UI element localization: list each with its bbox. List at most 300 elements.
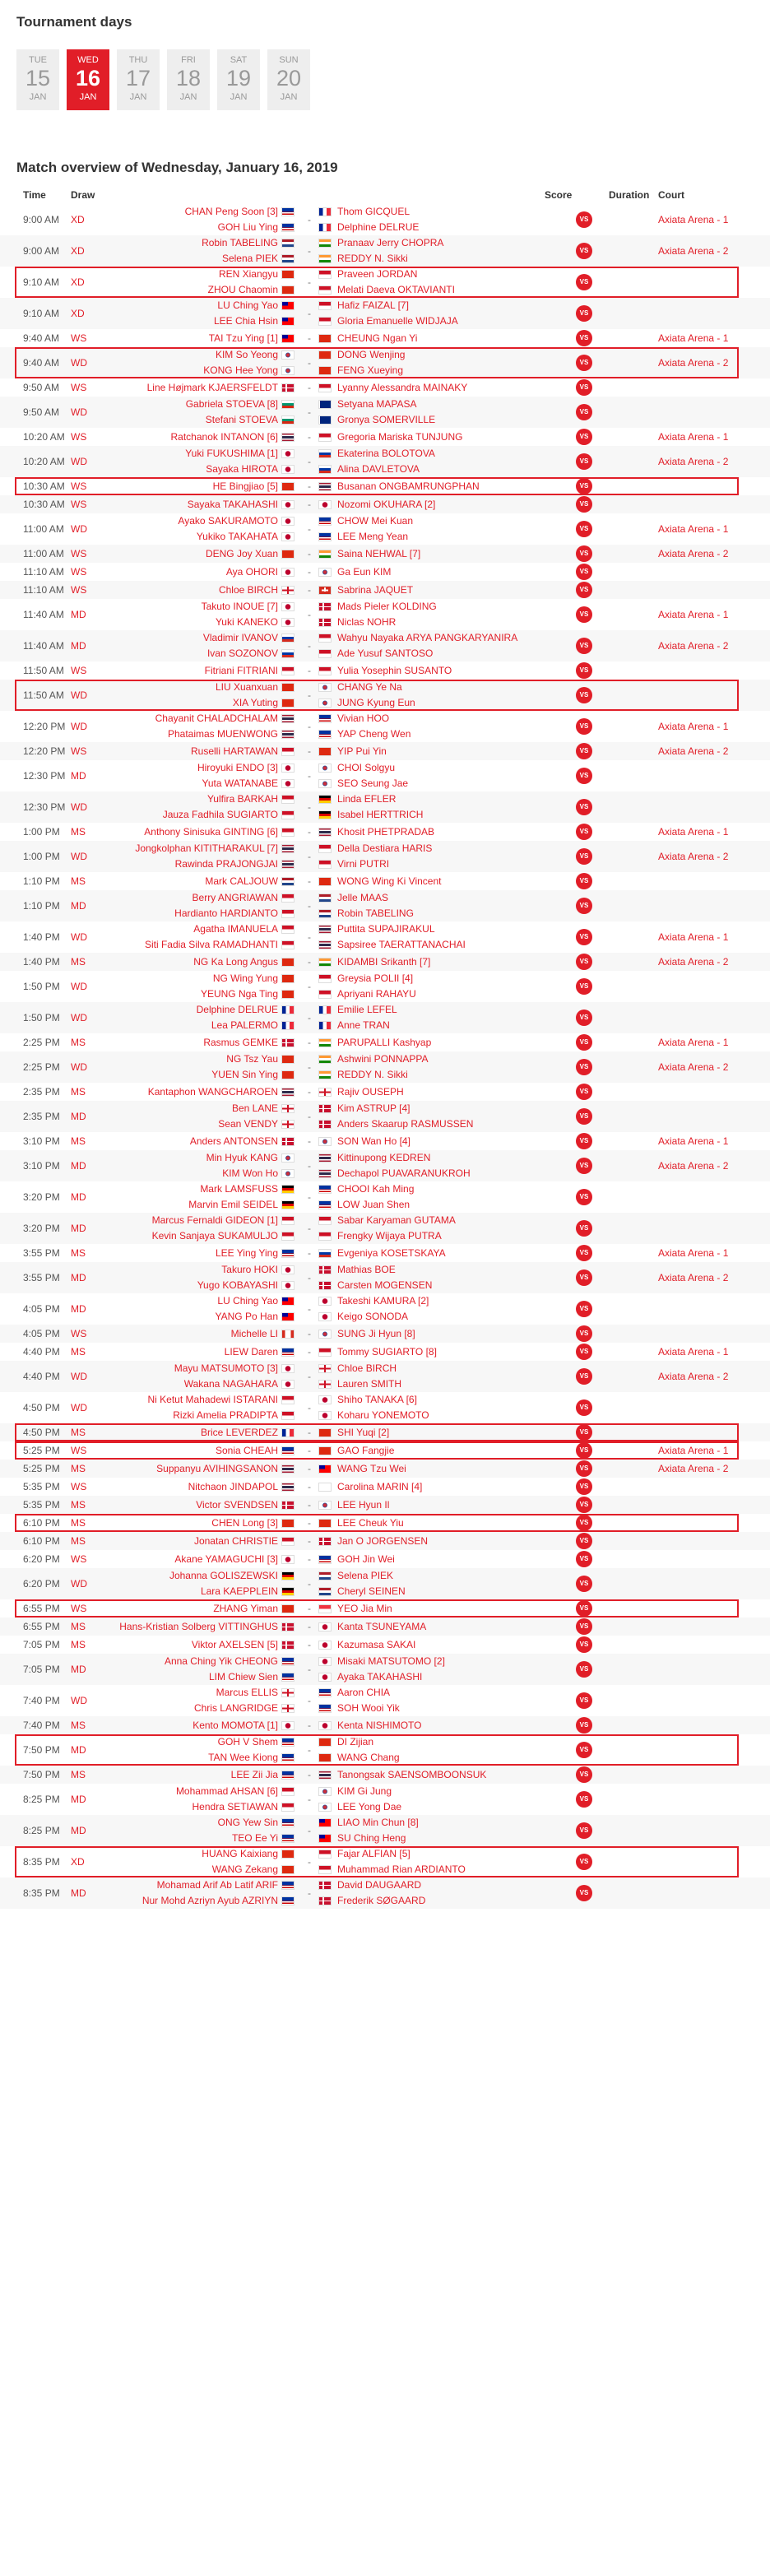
match-court[interactable]: Axiata Arena - 1 <box>658 931 729 943</box>
match-court[interactable]: Axiata Arena - 1 <box>658 332 729 344</box>
match-vs-button[interactable]: VS <box>576 1325 592 1342</box>
player-link[interactable]: Gronya SOMERVILLE <box>337 414 436 425</box>
player-link[interactable]: Jelle MAAS <box>337 892 389 903</box>
player-link[interactable]: Mayu MATSUMOTO [3] <box>174 1362 278 1374</box>
player-link[interactable]: Yuki FUKUSHIMA [1] <box>185 448 278 459</box>
player-link[interactable]: Chloe BIRCH <box>218 583 278 596</box>
match-vs-button[interactable]: VS <box>576 1551 592 1567</box>
match-draw[interactable]: MS <box>71 1534 86 1547</box>
player-link[interactable]: SHI Yuqi [2] <box>337 1426 390 1438</box>
match-draw[interactable]: MS <box>71 1719 86 1731</box>
match-vs-button[interactable]: VS <box>576 687 592 703</box>
player-link[interactable]: Rajiv OUSEPH <box>337 1085 404 1098</box>
player-link[interactable]: JUNG Kyung Eun <box>337 697 415 708</box>
player-link[interactable]: REN Xiangyu <box>218 268 278 280</box>
match-vs-button[interactable]: VS <box>576 1791 592 1808</box>
player-link[interactable]: Wakana NAGAHARA <box>183 1378 278 1390</box>
player-link[interactable]: NG Wing Yung <box>212 972 278 984</box>
player-link[interactable]: Yuki KANEKO <box>215 616 278 628</box>
match-vs-button[interactable]: VS <box>576 1600 592 1617</box>
match-vs-button[interactable]: VS <box>576 638 592 654</box>
player-link[interactable]: YEUNG Nga Ting <box>200 988 278 1000</box>
match-draw[interactable]: WS <box>71 547 87 559</box>
player-link[interactable]: Kento MOMOTA [1] <box>192 1719 278 1731</box>
match-vs-button[interactable]: VS <box>576 1084 592 1100</box>
match-vs-button[interactable]: VS <box>576 453 592 470</box>
match-draw[interactable]: WS <box>71 565 87 578</box>
match-vs-button[interactable]: VS <box>576 1344 592 1360</box>
player-link[interactable]: Dechapol PUAVARANUKROH <box>337 1167 471 1179</box>
player-link[interactable]: Anders Skaarup RASMUSSEN <box>337 1118 474 1130</box>
match-draw[interactable]: WS <box>71 480 87 492</box>
match-vs-button[interactable]: VS <box>576 545 592 562</box>
player-link[interactable]: Robin TABELING <box>202 237 278 248</box>
match-vs-button[interactable]: VS <box>576 1059 592 1075</box>
player-link[interactable]: NG Tsz Yau <box>226 1053 278 1065</box>
match-draw[interactable]: XD <box>71 1855 85 1868</box>
player-link[interactable]: Busanan ONGBAMRUNGPHAN <box>337 480 480 492</box>
player-link[interactable]: Carolina MARIN [4] <box>337 1480 423 1492</box>
day-tab-tue[interactable] <box>16 49 59 110</box>
player-link[interactable]: Chris LANGRIDGE <box>193 1702 278 1714</box>
match-vs-button[interactable]: VS <box>576 1399 592 1416</box>
match-draw[interactable]: WS <box>71 583 87 596</box>
player-link[interactable]: Marcus Fernaldi GIDEON [1] <box>151 1214 278 1226</box>
player-link[interactable]: Takuto INOUE [7] <box>201 601 278 612</box>
match-court[interactable]: Axiata Arena - 1 <box>658 1246 729 1259</box>
match-vs-button[interactable]: VS <box>576 1442 592 1459</box>
match-draw[interactable]: WD <box>71 689 87 701</box>
player-link[interactable]: Hans-Kristian Solberg VITTINGHUS <box>119 1620 278 1632</box>
player-link[interactable]: Berry ANGRIAWAN <box>192 892 278 903</box>
player-link[interactable]: Nozomi OKUHARA [2] <box>337 498 436 510</box>
player-link[interactable]: Isabel HERTTRICH <box>337 809 424 820</box>
player-link[interactable]: Gabriela STOEVA [8] <box>185 398 278 410</box>
player-link[interactable]: Saina NEHWAL [7] <box>337 547 421 559</box>
player-link[interactable]: Puttita SUPAJIRAKUL <box>337 923 435 935</box>
match-vs-button[interactable]: VS <box>576 1822 592 1839</box>
match-vs-button[interactable]: VS <box>576 1885 592 1901</box>
player-link[interactable]: Hafiz FAIZAL [7] <box>337 299 409 311</box>
player-link[interactable]: Ga Eun KIM <box>337 565 392 578</box>
player-link[interactable]: DENG Joy Xuan <box>205 547 278 559</box>
match-draw[interactable]: MD <box>71 608 86 620</box>
player-link[interactable]: David DAUGAARD <box>337 1879 422 1891</box>
player-link[interactable]: Ivan SOZONOV <box>206 647 278 659</box>
player-link[interactable]: Melati Daeva OKTAVIANTI <box>337 284 455 295</box>
match-draw[interactable]: WS <box>71 745 87 757</box>
match-vs-button[interactable]: VS <box>576 824 592 840</box>
match-vs-button[interactable]: VS <box>576 564 592 580</box>
match-draw[interactable]: WS <box>71 332 87 344</box>
match-draw[interactable]: WS <box>71 381 87 393</box>
match-draw[interactable]: WD <box>71 1061 87 1073</box>
player-link[interactable]: SEO Seung Jae <box>337 777 409 789</box>
player-link[interactable]: Mohammad AHSAN [6] <box>175 1785 278 1797</box>
player-link[interactable]: Stefani STOEVA <box>205 414 278 425</box>
player-link[interactable]: Anders ANTONSEN <box>189 1135 278 1147</box>
match-vs-button[interactable]: VS <box>576 929 592 945</box>
player-link[interactable]: Chayanit CHALADCHALAM <box>155 712 278 724</box>
match-vs-button[interactable]: VS <box>576 355 592 371</box>
match-vs-button[interactable]: VS <box>576 873 592 889</box>
player-link[interactable]: LEE Zii Jia <box>230 1768 278 1780</box>
player-link[interactable]: Mohamad Arif Ab Latif ARIF <box>156 1879 278 1891</box>
player-link[interactable]: Agatha IMANUELA <box>193 923 278 935</box>
player-link[interactable]: Akane YAMAGUCHI [3] <box>174 1553 278 1565</box>
match-draw[interactable]: WS <box>71 1444 87 1456</box>
match-court[interactable]: Axiata Arena - 2 <box>658 850 729 862</box>
match-court[interactable]: Axiata Arena - 1 <box>658 213 729 225</box>
match-draw[interactable]: WS <box>71 430 87 443</box>
player-link[interactable]: GOH Jin Wei <box>337 1553 395 1565</box>
match-draw[interactable]: MD <box>71 639 86 652</box>
player-link[interactable]: YANG Po Han <box>215 1311 278 1322</box>
player-link[interactable]: Mark CALJOUW <box>205 875 278 887</box>
match-draw[interactable]: MD <box>71 1110 86 1122</box>
player-link[interactable]: Misaki MATSUTOMO [2] <box>337 1655 445 1667</box>
player-link[interactable]: KONG Hee Yong <box>203 364 278 376</box>
player-link[interactable]: Yugo KOBAYASHI <box>197 1279 278 1291</box>
match-vs-button[interactable]: VS <box>576 954 592 970</box>
match-vs-button[interactable]: VS <box>576 1766 592 1783</box>
player-link[interactable]: Setyana MAPASA <box>337 398 417 410</box>
player-link[interactable]: Robin TABELING <box>337 907 414 919</box>
player-link[interactable]: Sabrina JAQUET <box>337 583 414 596</box>
match-vs-button[interactable]: VS <box>576 1189 592 1205</box>
player-link[interactable]: Ruselli HARTAWAN <box>190 745 278 757</box>
match-court[interactable]: Axiata Arena - 2 <box>658 1159 729 1172</box>
player-link[interactable]: Koharu YONEMOTO <box>337 1409 429 1421</box>
player-link[interactable]: Hendra SETIAWAN <box>192 1801 278 1812</box>
player-link[interactable]: GOH V Shem <box>217 1736 278 1748</box>
player-link[interactable]: YIP Pui Yin <box>337 745 387 757</box>
player-link[interactable]: LIU Xuanxuan <box>215 681 278 693</box>
player-link[interactable]: LEE Cheuk Yiu <box>337 1516 404 1529</box>
player-link[interactable]: Chloe BIRCH <box>337 1362 397 1374</box>
match-vs-button[interactable]: VS <box>576 978 592 995</box>
player-link[interactable]: WANG Chang <box>337 1752 400 1763</box>
match-vs-button[interactable]: VS <box>576 1158 592 1174</box>
player-link[interactable]: Kevin Sanjaya SUKAMULJO <box>151 1230 278 1242</box>
player-link[interactable]: LU Ching Yao <box>217 1295 278 1307</box>
match-draw[interactable]: WD <box>71 406 87 418</box>
player-link[interactable]: CHEUNG Ngan Yi <box>337 332 418 344</box>
player-link[interactable]: KIM So Yeong <box>215 349 278 360</box>
player-link[interactable]: Mathias BOE <box>337 1264 396 1275</box>
player-link[interactable]: GOH Liu Ying <box>217 221 278 233</box>
match-vs-button[interactable]: VS <box>576 662 592 679</box>
match-draw[interactable]: MS <box>71 1426 86 1438</box>
player-link[interactable]: Rawinda PRAJONGJAI <box>174 858 278 870</box>
match-draw[interactable]: MD <box>71 1887 86 1899</box>
match-draw[interactable]: XD <box>71 276 85 288</box>
player-link[interactable]: Yulia Yosephin SUSANTO <box>337 664 452 676</box>
player-link[interactable]: Marcus ELLIS <box>216 1687 278 1698</box>
match-court[interactable]: Axiata Arena - 2 <box>658 244 729 257</box>
player-link[interactable]: Sapsiree TAERATTANACHAI <box>337 939 466 950</box>
match-draw[interactable]: WD <box>71 720 87 732</box>
player-link[interactable]: Niclas NOHR <box>337 616 397 628</box>
match-vs-button[interactable]: VS <box>576 1692 592 1709</box>
player-link[interactable]: Yuta WATANABE <box>202 777 278 789</box>
player-link[interactable]: Della Destiara HARIS <box>337 842 433 854</box>
player-link[interactable]: Vladimir IVANOV <box>202 632 278 643</box>
player-link[interactable]: Sayaka HIROTA <box>206 463 278 475</box>
match-draw[interactable]: WD <box>71 455 87 467</box>
player-link[interactable]: Lyanny Alessandra MAINAKY <box>337 381 468 393</box>
player-link[interactable]: Frederik SØGAARD <box>337 1895 426 1906</box>
player-link[interactable]: Evgeniya KOSETSKAYA <box>337 1246 446 1259</box>
player-link[interactable]: Wahyu Nayaka ARYA PANGKARYANIRA <box>337 632 518 643</box>
day-tab-wed[interactable] <box>67 49 109 110</box>
player-link[interactable]: SOH Wooi Yik <box>337 1702 400 1714</box>
match-court[interactable]: Axiata Arena - 2 <box>658 955 729 968</box>
match-draw[interactable]: MD <box>71 1743 86 1756</box>
player-link[interactable]: Victor SVENDSEN <box>196 1498 278 1511</box>
player-link[interactable]: Kanta TSUNEYAMA <box>337 1620 427 1632</box>
match-draw[interactable]: WS <box>71 1480 87 1492</box>
player-link[interactable]: Lara KAEPPLEIN <box>200 1585 278 1597</box>
player-link[interactable]: WANG Zekang <box>211 1864 278 1875</box>
player-link[interactable]: ONG Yew Sin <box>217 1817 278 1828</box>
player-link[interactable]: Aya OHORI <box>225 565 278 578</box>
player-link[interactable]: Ayaka TAKAHASHI <box>337 1671 423 1683</box>
match-vs-button[interactable]: VS <box>576 1576 592 1592</box>
match-draw[interactable]: MD <box>71 1191 86 1203</box>
match-vs-button[interactable]: VS <box>576 305 592 322</box>
player-link[interactable]: WONG Wing Ki Vincent <box>337 875 442 887</box>
match-draw[interactable]: WD <box>71 931 87 943</box>
match-draw[interactable]: MS <box>71 1638 86 1650</box>
player-link[interactable]: Thom GICQUEL <box>337 206 411 217</box>
player-link[interactable]: TAI Tzu Ying [1] <box>208 332 278 344</box>
match-vs-button[interactable]: VS <box>576 1301 592 1317</box>
player-link[interactable]: LU Ching Yao <box>217 299 278 311</box>
player-link[interactable]: LEE Hyun Il <box>337 1498 390 1511</box>
player-link[interactable]: Mark LAMSFUSS <box>200 1183 278 1195</box>
match-vs-button[interactable]: VS <box>576 1717 592 1734</box>
match-draw[interactable]: WS <box>71 664 87 676</box>
player-link[interactable]: Brice LEVERDEZ <box>200 1426 278 1438</box>
player-link[interactable]: Cheryl SEINEN <box>337 1585 406 1597</box>
day-tab-thu[interactable] <box>117 49 160 110</box>
player-link[interactable]: Kazumasa SAKAI <box>337 1638 416 1650</box>
match-draw[interactable]: MD <box>71 1271 86 1283</box>
match-draw[interactable]: MD <box>71 1159 86 1172</box>
player-link[interactable]: Sabar Karyaman GUTAMA <box>337 1214 456 1226</box>
match-draw[interactable]: WS <box>71 1602 87 1614</box>
match-draw[interactable]: WD <box>71 522 87 535</box>
match-vs-button[interactable]: VS <box>576 496 592 513</box>
player-link[interactable]: Delphine DELRUE <box>196 1004 278 1015</box>
match-draw[interactable]: MS <box>71 1135 86 1147</box>
match-draw[interactable]: MS <box>71 1036 86 1048</box>
match-vs-button[interactable]: VS <box>576 1034 592 1051</box>
player-link[interactable]: KIM Gi Jung <box>337 1785 392 1797</box>
player-link[interactable]: TAN Wee Kiong <box>208 1752 278 1763</box>
match-draw[interactable]: WS <box>71 1327 87 1339</box>
match-court[interactable]: Axiata Arena - 2 <box>658 1061 729 1073</box>
player-link[interactable]: Marvin Emil SEIDEL <box>188 1199 278 1210</box>
player-link[interactable]: Ben LANE <box>231 1102 278 1114</box>
player-link[interactable]: Anthony Sinisuka GINTING [6] <box>144 825 278 838</box>
match-court[interactable]: Axiata Arena - 2 <box>658 1271 729 1283</box>
player-link[interactable]: Johanna GOLISZEWSKI <box>169 1570 278 1581</box>
match-vs-button[interactable]: VS <box>576 1742 592 1758</box>
player-link[interactable]: Pranaav Jerry CHOPRA <box>337 237 444 248</box>
match-draw[interactable]: MD <box>71 769 86 782</box>
player-link[interactable]: NG Ka Long Angus <box>193 955 278 968</box>
match-court[interactable]: Axiata Arena - 1 <box>658 720 729 732</box>
player-link[interactable]: Vivian HOO <box>337 712 390 724</box>
player-link[interactable]: DONG Wenjing <box>337 349 406 360</box>
match-draw[interactable]: MD <box>71 1222 86 1234</box>
match-draw[interactable]: WD <box>71 801 87 813</box>
player-link[interactable]: Michelle LI <box>230 1327 278 1339</box>
day-tab-sun[interactable] <box>267 49 310 110</box>
player-link[interactable]: Lauren SMITH <box>337 1378 402 1390</box>
player-link[interactable]: DI Zijian <box>337 1736 374 1748</box>
match-vs-button[interactable]: VS <box>576 1636 592 1653</box>
match-draw[interactable]: MD <box>71 899 86 912</box>
match-vs-button[interactable]: VS <box>576 1460 592 1477</box>
day-tab-fri[interactable] <box>167 49 210 110</box>
player-link[interactable]: CHOW Mei Kuan <box>337 515 414 527</box>
player-link[interactable]: LEE Ying Ying <box>215 1246 278 1259</box>
match-court[interactable]: Axiata Arena - 1 <box>658 1444 729 1456</box>
player-link[interactable]: Kim ASTRUP [4] <box>337 1102 411 1114</box>
player-link[interactable]: HE Bingjiao [5] <box>212 480 278 492</box>
player-link[interactable]: Ekaterina BOLOTOVA <box>337 448 435 459</box>
match-vs-button[interactable]: VS <box>576 1515 592 1531</box>
player-link[interactable]: Emilie LEFEL <box>337 1004 397 1015</box>
player-link[interactable]: Praveen JORDAN <box>337 268 418 280</box>
match-vs-button[interactable]: VS <box>576 768 592 784</box>
player-link[interactable]: Alina DAVLETOVA <box>337 463 420 475</box>
player-link[interactable]: Yukiko TAKAHATA <box>196 531 278 542</box>
player-link[interactable]: FENG Xueying <box>337 364 404 376</box>
match-draw[interactable]: XD <box>71 213 85 225</box>
player-link[interactable]: YUEN Sin Ying <box>211 1069 278 1080</box>
match-vs-button[interactable]: VS <box>576 1269 592 1286</box>
player-link[interactable]: KIDAMBI Srikanth [7] <box>337 955 431 968</box>
match-draw[interactable]: MS <box>71 875 86 887</box>
player-link[interactable]: Ayako SAKURAMOTO <box>178 515 278 527</box>
player-link[interactable]: YEO Jia Min <box>337 1602 392 1614</box>
player-link[interactable]: XIA Yuting <box>232 697 278 708</box>
player-link[interactable]: CHEN Long [3] <box>211 1516 278 1529</box>
match-vs-button[interactable]: VS <box>576 1220 592 1237</box>
player-link[interactable]: Keigo SONODA <box>337 1311 409 1322</box>
match-draw[interactable]: XD <box>71 307 85 319</box>
match-vs-button[interactable]: VS <box>576 379 592 396</box>
player-link[interactable]: Hardianto HARDIANTO <box>174 907 278 919</box>
match-vs-button[interactable]: VS <box>576 743 592 759</box>
player-link[interactable]: Viktor AXELSEN [5] <box>191 1638 278 1650</box>
match-vs-button[interactable]: VS <box>576 243 592 259</box>
match-draw[interactable]: MD <box>71 1824 86 1836</box>
player-link[interactable]: Lea PALERMO <box>211 1019 278 1031</box>
match-court[interactable]: Axiata Arena - 2 <box>658 455 729 467</box>
player-link[interactable]: CHANG Ye Na <box>337 681 402 693</box>
match-vs-button[interactable]: VS <box>576 1854 592 1870</box>
match-court[interactable]: Axiata Arena - 1 <box>658 608 729 620</box>
player-link[interactable]: CHAN Peng Soon [3] <box>184 206 278 217</box>
player-link[interactable]: Takuro HOKI <box>221 1264 278 1275</box>
match-draw[interactable]: WD <box>71 1401 87 1413</box>
match-draw[interactable]: WD <box>71 980 87 992</box>
match-court[interactable]: Axiata Arena - 1 <box>658 1036 729 1048</box>
player-link[interactable]: LIEW Daren <box>224 1345 278 1358</box>
player-link[interactable]: Gloria Emanuelle WIDJAJA <box>337 315 458 327</box>
match-draw[interactable]: WS <box>71 498 87 510</box>
player-link[interactable]: LIM Chiew Sien <box>208 1671 278 1683</box>
match-draw[interactable]: MS <box>71 1516 86 1529</box>
player-link[interactable]: TEO Ee Yi <box>231 1832 278 1844</box>
match-draw[interactable]: WD <box>71 850 87 862</box>
player-link[interactable]: Suppanyu AVIHINGSANON <box>156 1462 278 1474</box>
match-draw[interactable]: WD <box>71 1011 87 1023</box>
match-draw[interactable]: MD <box>71 1302 86 1315</box>
match-vs-button[interactable]: VS <box>576 521 592 537</box>
match-draw[interactable]: MS <box>71 1768 86 1780</box>
player-link[interactable]: HUANG Kaixiang <box>202 1848 278 1859</box>
match-vs-button[interactable]: VS <box>576 1533 592 1549</box>
match-vs-button[interactable]: VS <box>576 1010 592 1026</box>
player-link[interactable]: Aaron CHIA <box>337 1687 391 1698</box>
player-link[interactable]: Fajar ALFIAN [5] <box>337 1848 411 1859</box>
player-link[interactable]: SU Ching Heng <box>337 1832 406 1844</box>
player-link[interactable]: Fitriani FITRIANI <box>204 664 278 676</box>
match-vs-button[interactable]: VS <box>576 429 592 445</box>
match-court[interactable]: Axiata Arena - 2 <box>658 356 729 369</box>
player-link[interactable]: Virni PUTRI <box>337 858 390 870</box>
match-court[interactable]: Axiata Arena - 2 <box>658 1370 729 1382</box>
player-link[interactable]: Kantaphon WANGCHAROEN <box>147 1085 278 1098</box>
player-link[interactable]: Jongkolphan KITITHARAKUL [7] <box>135 842 278 854</box>
match-draw[interactable]: WD <box>71 1370 87 1382</box>
player-link[interactable]: LEE Chia Hsin <box>213 315 278 327</box>
player-link[interactable]: Line Højmark KJAERSFELDT <box>146 381 278 393</box>
player-link[interactable]: CHOOI Kah Ming <box>337 1183 415 1195</box>
player-link[interactable]: ZHOU Chaomin <box>207 284 278 295</box>
match-court[interactable]: Axiata Arena - 2 <box>658 745 729 757</box>
match-court[interactable]: Axiata Arena - 2 <box>658 1462 729 1474</box>
match-draw[interactable]: WS <box>71 1553 87 1565</box>
match-draw[interactable]: MD <box>71 1793 86 1805</box>
match-vs-button[interactable]: VS <box>576 1108 592 1125</box>
player-link[interactable]: Shiho TANAKA [6] <box>337 1394 417 1405</box>
player-link[interactable]: Nitchaon JINDAPOL <box>188 1480 278 1492</box>
player-link[interactable]: LIAO Min Chun [8] <box>337 1817 419 1828</box>
match-draw[interactable]: MS <box>71 1498 86 1511</box>
player-link[interactable]: Kenta NISHIMOTO <box>337 1719 422 1731</box>
player-link[interactable]: Carsten MOGENSEN <box>337 1279 433 1291</box>
player-link[interactable]: LEE Yong Dae <box>337 1801 402 1812</box>
match-vs-button[interactable]: VS <box>576 404 592 420</box>
player-link[interactable]: Phataimas MUENWONG <box>167 728 278 740</box>
player-link[interactable]: LEE Meng Yean <box>337 531 409 542</box>
player-link[interactable]: Min Hyuk KANG <box>206 1152 278 1163</box>
player-link[interactable]: REDDY N. Sikki <box>337 1069 408 1080</box>
match-vs-button[interactable]: VS <box>576 1245 592 1261</box>
player-link[interactable]: Sean VENDY <box>218 1118 278 1130</box>
player-link[interactable]: LOW Juan Shen <box>337 1199 411 1210</box>
player-link[interactable]: REDDY N. Sikki <box>337 253 408 264</box>
match-vs-button[interactable]: VS <box>576 582 592 598</box>
match-draw[interactable]: MS <box>71 1462 86 1474</box>
